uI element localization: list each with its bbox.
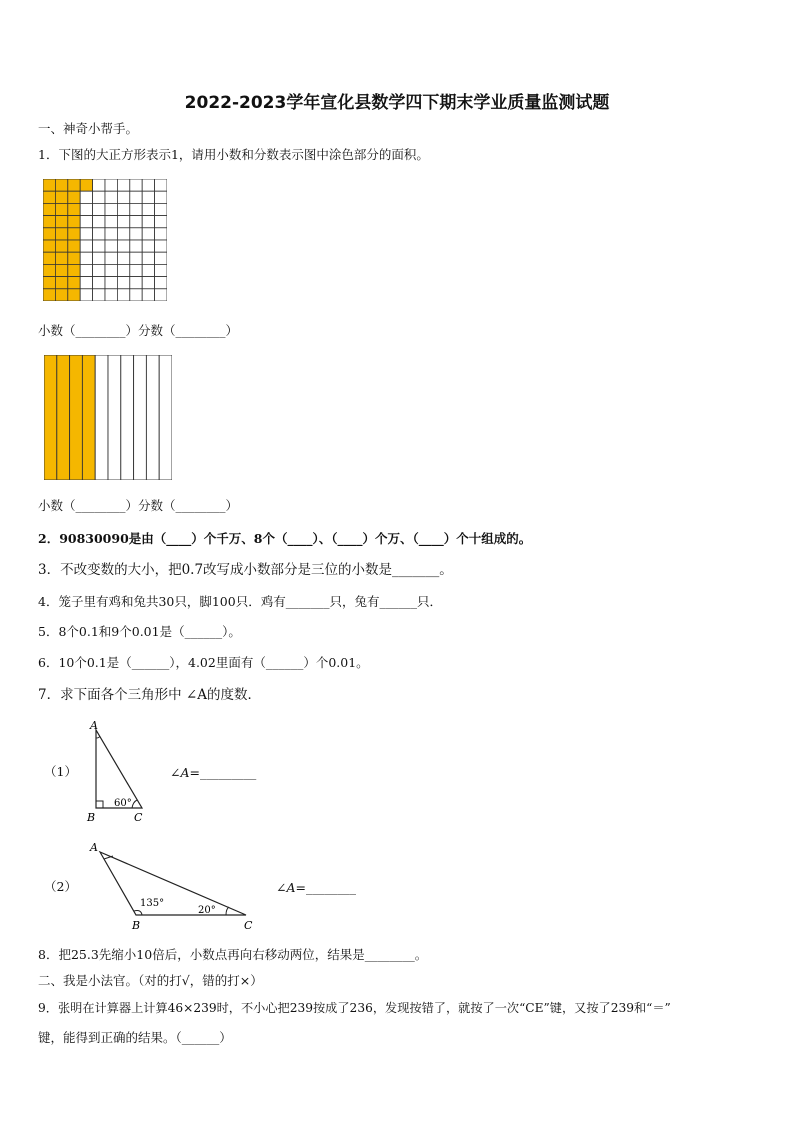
grid-cell xyxy=(80,191,92,203)
grid-cell xyxy=(130,289,142,301)
grid-cell xyxy=(117,240,129,252)
grid-cell xyxy=(93,203,105,215)
grid-cell xyxy=(117,252,129,264)
grid-cell-shaded xyxy=(55,264,67,276)
grid-cell xyxy=(142,264,154,276)
grid-cell-shaded xyxy=(43,191,55,203)
grid-cell xyxy=(130,277,142,289)
grid-cell xyxy=(105,289,117,301)
grid-cell-shaded xyxy=(43,289,55,301)
triangle-2-shape xyxy=(100,852,246,915)
question-7-text: 7．求下面各个三角形中 ∠A的度数． xyxy=(38,687,261,703)
triangle-1-svg xyxy=(82,716,162,826)
angle-c-value-2: 20° xyxy=(198,905,216,916)
grid-cell xyxy=(105,228,117,240)
triangle-1-answer: ∠A=_________ xyxy=(170,765,257,780)
grid-cell-shaded xyxy=(43,277,55,289)
grid-cell xyxy=(105,203,117,215)
question-4-text: 4．笼子里有鸡和兔共30只，脚100只．鸡有_______只，兔有______只． xyxy=(38,594,442,609)
ten-strips xyxy=(44,355,172,480)
triangle-2-svg xyxy=(86,838,266,933)
grid-cell xyxy=(80,216,92,228)
grid-cell xyxy=(155,264,167,276)
grid-cell xyxy=(155,252,167,264)
grid-cell xyxy=(155,179,167,191)
grid-cell-shaded xyxy=(68,191,80,203)
question-9-text-line1: 9．张明在计算器上计算46×239时，不小心把239按成了236，发现按错了，就按了一次“CE”键，又按了239和“＝” xyxy=(38,1001,671,1015)
grid-cell xyxy=(130,264,142,276)
grid-cell xyxy=(93,216,105,228)
grid-cell xyxy=(80,264,92,276)
grid-cell xyxy=(93,264,105,276)
hundred-grid xyxy=(43,179,167,301)
ten-strips-svg xyxy=(44,355,172,480)
grid-cell xyxy=(80,252,92,264)
grid-cell xyxy=(117,277,129,289)
strip-shaded xyxy=(82,355,95,480)
triangle-2-label: （2） xyxy=(44,879,77,894)
grid-cell xyxy=(130,179,142,191)
grid-cell-shaded xyxy=(43,203,55,215)
question-5-text: 5．8个0.1和9个0.01是（______）。 xyxy=(38,624,241,639)
grid-cell xyxy=(105,191,117,203)
grid-cell xyxy=(130,240,142,252)
question-1b-answer: 小数（________）分数（________） xyxy=(38,498,239,513)
section-1-heading: 一、神奇小帮手。 xyxy=(38,121,139,136)
grid-cell-shaded xyxy=(68,203,80,215)
grid-cell-shaded xyxy=(68,240,80,252)
strip xyxy=(121,355,134,480)
page-title: 2022-2023学年宣化县数学四下期末学业质量监测试题 xyxy=(184,93,610,113)
question-2-text: 2．90830090是由（____）个千万、8个（____）、（____）个万、（____）个十组成的。 xyxy=(38,531,532,546)
grid-cell xyxy=(142,179,154,191)
grid-cell-shaded xyxy=(68,264,80,276)
grid-cell xyxy=(142,277,154,289)
grid-cell-shaded xyxy=(68,289,80,301)
grid-cell xyxy=(130,203,142,215)
right-angle-mark xyxy=(96,801,103,808)
grid-cell xyxy=(117,216,129,228)
grid-cell-shaded xyxy=(55,216,67,228)
grid-cell-shaded xyxy=(55,252,67,264)
strip-shaded xyxy=(44,355,57,480)
triangle-2-answer: ∠A=________ xyxy=(276,880,356,895)
grid-cell-shaded xyxy=(68,179,80,191)
question-9-text-line2: 键，能得到正确的结果。（______） xyxy=(38,1030,232,1045)
grid-cell xyxy=(155,191,167,203)
grid-cell xyxy=(80,203,92,215)
grid-cell xyxy=(142,240,154,252)
vertex-b-label-2: B xyxy=(132,919,141,932)
grid-cell xyxy=(130,191,142,203)
grid-cell xyxy=(130,216,142,228)
grid-cell xyxy=(105,277,117,289)
grid-cell xyxy=(155,216,167,228)
grid-cell xyxy=(142,203,154,215)
grid-cell xyxy=(117,203,129,215)
grid-cell-shaded xyxy=(55,277,67,289)
grid-cell xyxy=(130,228,142,240)
triangle-1-figure xyxy=(82,716,162,826)
grid-cell xyxy=(80,240,92,252)
grid-cell xyxy=(105,252,117,264)
grid-cell xyxy=(155,240,167,252)
grid-cell xyxy=(155,228,167,240)
grid-cell-shaded xyxy=(43,240,55,252)
grid-cell xyxy=(93,179,105,191)
strip-shaded xyxy=(57,355,70,480)
grid-cell-shaded xyxy=(68,252,80,264)
grid-cell-shaded xyxy=(55,240,67,252)
triangle-2-figure xyxy=(86,838,266,933)
grid-cell xyxy=(117,179,129,191)
grid-cell xyxy=(80,277,92,289)
grid-cell xyxy=(117,191,129,203)
grid-cell xyxy=(93,252,105,264)
grid-cell xyxy=(105,216,117,228)
triangle-1-shape xyxy=(96,730,142,808)
grid-cell xyxy=(93,240,105,252)
question-1-text: 1．下图的大正方形表示1，请用小数和分数表示图中涂色部分的面积。 xyxy=(38,147,429,162)
grid-cell-shaded xyxy=(43,264,55,276)
vertex-c-label-2: C xyxy=(244,919,253,932)
angle-c-value: 60° xyxy=(114,798,132,809)
grid-cell-shaded xyxy=(55,203,67,215)
angle-b-value: 135° xyxy=(140,898,165,909)
grid-cell-shaded xyxy=(43,216,55,228)
strip xyxy=(146,355,159,480)
grid-cell xyxy=(93,277,105,289)
question-3-text: 3．不改变数的大小，把0.7改写成小数部分是三位的小数是_______。 xyxy=(38,562,453,578)
grid-cell-shaded xyxy=(68,277,80,289)
strip xyxy=(134,355,147,480)
grid-cell xyxy=(142,191,154,203)
question-6-text: 6．10个0.1是（______），4.02里面有（______）个0.01。 xyxy=(38,655,369,670)
grid-cell xyxy=(130,252,142,264)
strip xyxy=(108,355,121,480)
grid-cell-shaded xyxy=(55,191,67,203)
grid-cell xyxy=(142,228,154,240)
grid-cell xyxy=(105,179,117,191)
grid-cell xyxy=(80,228,92,240)
vertex-a-label: A xyxy=(90,719,98,732)
grid-cell xyxy=(105,240,117,252)
grid-cell-shaded xyxy=(43,252,55,264)
grid-cell-shaded xyxy=(43,228,55,240)
grid-cell-shaded xyxy=(68,216,80,228)
grid-cell xyxy=(155,277,167,289)
grid-cell xyxy=(105,264,117,276)
grid-cell xyxy=(117,289,129,301)
strip xyxy=(159,355,172,480)
grid-cell-shaded xyxy=(55,228,67,240)
grid-cell xyxy=(117,228,129,240)
grid-cell-shaded xyxy=(55,179,67,191)
grid-cell xyxy=(155,203,167,215)
grid-cell xyxy=(93,191,105,203)
angle-c-arc xyxy=(132,800,137,808)
grid-cell-shaded xyxy=(43,179,55,191)
grid-cell xyxy=(117,264,129,276)
strip xyxy=(95,355,108,480)
hundred-grid-svg xyxy=(43,179,167,301)
grid-cell-shaded xyxy=(55,289,67,301)
angle-c-arc-2 xyxy=(226,907,229,915)
question-1a-answer: 小数（________）分数（________） xyxy=(38,323,239,338)
triangle-1-label: （1） xyxy=(44,764,77,779)
grid-cell xyxy=(155,289,167,301)
vertex-b-label: B xyxy=(87,811,96,824)
strip-shaded xyxy=(70,355,83,480)
question-8-text: 8．把25.3先缩小10倍后，小数点再向右移动两位，结果是________。 xyxy=(38,947,428,962)
grid-cell xyxy=(93,289,105,301)
grid-cell xyxy=(80,289,92,301)
grid-cell xyxy=(93,228,105,240)
grid-cell xyxy=(142,216,154,228)
grid-cell-shaded xyxy=(80,179,92,191)
grid-cell xyxy=(142,289,154,301)
vertex-c-label: C xyxy=(134,811,143,824)
grid-cell-shaded xyxy=(68,228,80,240)
section-2-heading: 二、我是小法官。（对的打√，错的打×） xyxy=(38,973,263,988)
vertex-a-label-2: A xyxy=(90,841,98,854)
grid-cell xyxy=(142,252,154,264)
